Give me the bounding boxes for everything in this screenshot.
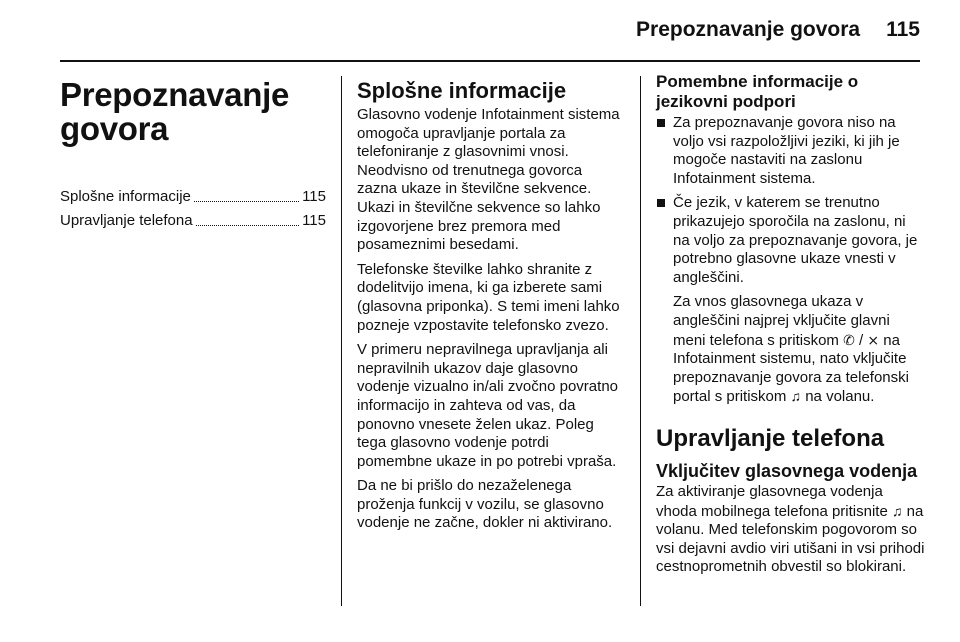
column-general-info xyxy=(357,72,625,539)
section-heading-general-info: Splošne informacije xyxy=(357,78,567,103)
chapter-title: Prepoznavanje govora xyxy=(60,76,290,147)
paragraph-4: Da ne bi prišlo do nezaželenega proženja funkcij v vozilu, se glasovno vodenje ne začne, dokler ni aktivirano. xyxy=(357,477,613,532)
column-language-and-phone xyxy=(656,72,926,583)
section-heading-phone-operation: Upravljanje telefona xyxy=(656,424,885,452)
phone-icon: ✆ xyxy=(843,331,855,348)
page-number: 115 xyxy=(886,18,920,41)
mute-icon: ⨯ xyxy=(867,331,880,348)
list-item: Za prepoznavanje govora niso na voljo vsi razpoložljivi jeziki, ki jih je mogoče nastaviti na zaslonu Infotainment sistema. xyxy=(656,114,926,188)
voice-guidance-paragraph: Za aktiviranje glasovnega vodenja vhoda mobilnega telefona pritisnite ♫ na volanu. Med telefonskim pogovorom so vsi dejavni avdio viri utišani in vsi prihodi cestnoprometnih obvestil so blokirani. xyxy=(656,482,925,576)
paragraph-3: V primeru nepravilnega upravljanja ali nepravilnih ukazov daje glasovno vodenje vizualno in/ali zvočno povratno informacijo in zahteva od vas, da ponovno vnesete želen ukaz. Poleg tega glasovno vodenje potrdi pomembne ukaze in po potrebi vpraša. xyxy=(357,341,618,470)
toc-entry-general-info[interactable]: Splošne informacije 115 xyxy=(60,188,326,205)
language-notes-list xyxy=(656,114,926,287)
paragraph-2: Telefonske številke lahko shranite z dodelitvijo imena, ki ga izberete sami (glasovna priponka). S temi imeni lahko pozneje vzpostavite telefonsko zvezo. xyxy=(357,260,620,334)
header-title: Prepoznavanje govora xyxy=(636,18,861,41)
column-divider-1 xyxy=(341,76,342,606)
list-item: Če jezik, v katerem se trenutno prikazujejo sporočila na zaslonu, ni na voljo za prepoznavanje govora, je potrebno glasovne ukaze vnesti v angleščini. xyxy=(656,194,926,287)
toc-entry-phone-operation[interactable]: Upravljanje telefona 115 xyxy=(60,212,326,229)
column-toc xyxy=(60,72,326,234)
voice-icon: ♫ xyxy=(790,388,802,405)
column-divider-2 xyxy=(640,76,641,606)
subheading-enable-voice-guidance: Vključitev glasovnega vodenja xyxy=(656,460,918,481)
section-heading-language-support: Pomembne informacije o jezikovni podpori xyxy=(656,72,859,111)
header-rule xyxy=(60,60,920,62)
paragraph-1: Glasovno vodenje Infotainment sistema omogoča upravljanje portala za telefoniranje z glasovnimi vnosi. Neodvisno od trenutnega govorca zazna ukaze in številčne sekvence. Ukazi in številčne sekvence so lahko izgovorjene brez premora med posameznimi besedami. xyxy=(357,106,620,254)
running-header xyxy=(636,18,920,42)
voice-icon: ♫ xyxy=(892,502,903,519)
english-command-note: Za vnos glasovnega ukaza v angleščini najprej vključite glavni meni telefona s pritiskom ✆ / ⨯ na Infotainment sistemu, nato vključite prepoznavanje govora za telefonski portal s pritiskom ♫ na volanu. xyxy=(673,293,909,406)
